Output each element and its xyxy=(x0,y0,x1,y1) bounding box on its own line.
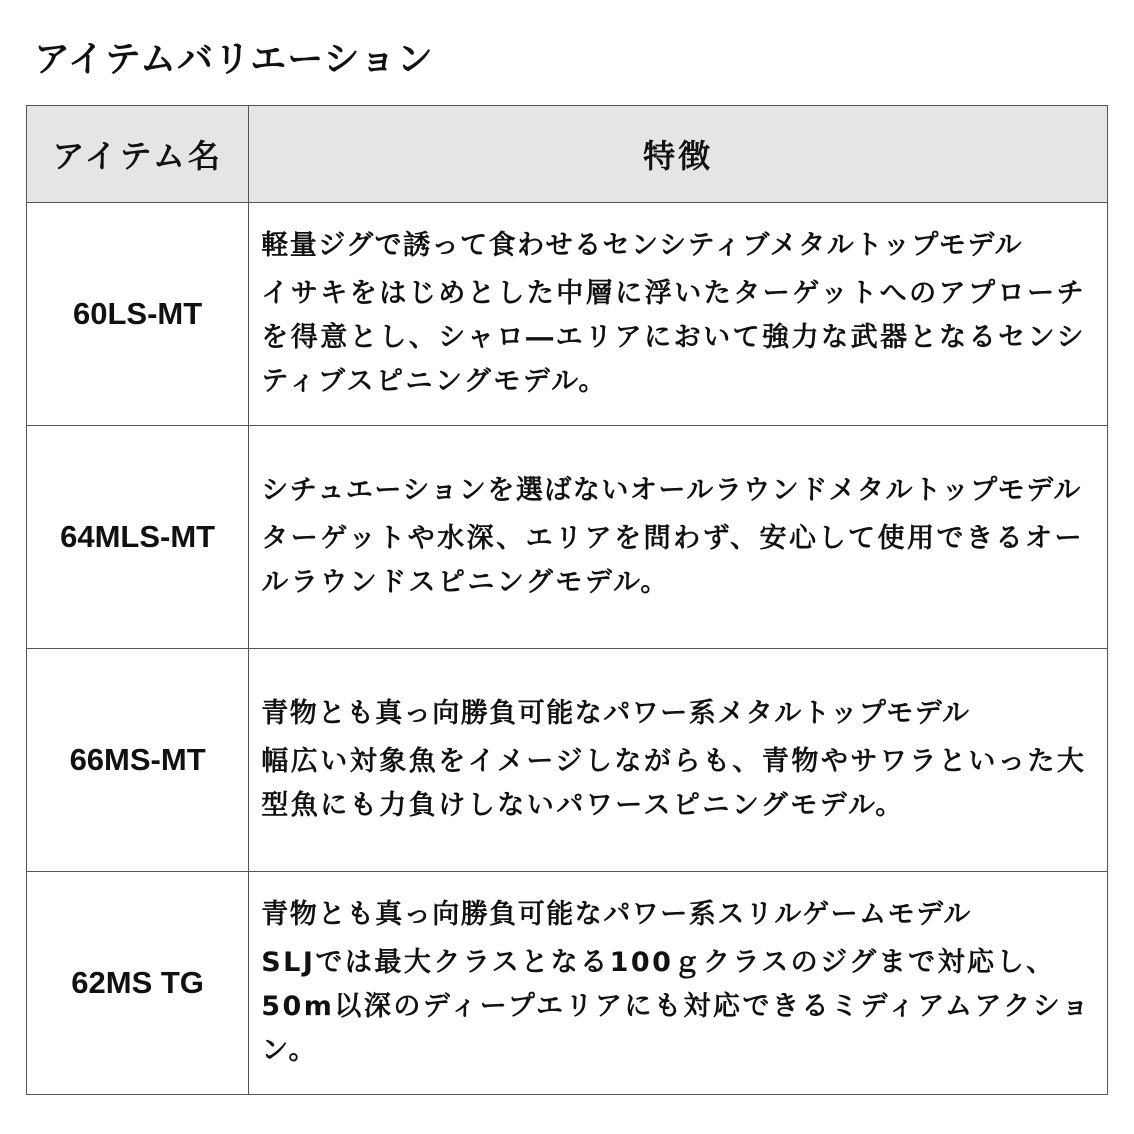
item-variation-table xyxy=(26,105,1108,1095)
table-row xyxy=(27,426,1108,649)
feature-cell xyxy=(249,872,1108,1095)
item-name-cell: 62MS TG xyxy=(27,872,249,1095)
item-name-cell: 66MS-MT xyxy=(27,649,249,872)
table-row xyxy=(27,203,1108,426)
feature-cell xyxy=(249,649,1108,872)
feature-lead: 青物とも真っ向勝負可能なパワー系スリルゲームモデル xyxy=(261,899,972,930)
feature-cell xyxy=(249,426,1108,649)
feature-description: SLJでは最大クラスとなる100ｇクラスのジグまで対応し、50m以深のディープエリアにも対応できるミディアムアクション。 xyxy=(261,947,1092,1066)
item-name-cell: 64MLS-MT xyxy=(27,426,249,649)
page-title: アイテムバリエーション xyxy=(34,39,434,80)
table-row xyxy=(27,872,1108,1095)
table-header-row xyxy=(27,106,1108,203)
feature-lead: シチュエーションを選ばないオールラウンドメタルトップモデル xyxy=(261,475,1082,506)
header-feature: 特徴 xyxy=(249,106,1108,203)
feature-lead: 青物とも真っ向勝負可能なパワー系メタルトップモデル xyxy=(261,698,971,729)
feature-description: 幅広い対象魚をイメージしながらも、青物やサワラといった大型魚にも力負けしないパワースピニングモデル。 xyxy=(261,746,1087,821)
feature-cell xyxy=(249,203,1108,426)
header-item-name: アイテム名 xyxy=(27,106,249,203)
feature-description: ターゲットや水深、エリアを問わず、安心して使用できるオールラウンドスピニングモデル。 xyxy=(261,523,1084,598)
feature-description: イサキをはじめとした中層に浮いたターゲットへのアプローチを得意とし、シャロ―エリアにおいて強力な武器となるセンシティブスピニングモデル。 xyxy=(261,278,1087,397)
item-name-cell: 60LS-MT xyxy=(27,203,249,426)
table-row xyxy=(27,649,1108,872)
feature-lead: 軽量ジグで誘って食わせるセンシティブメタルトップモデル xyxy=(261,230,1024,261)
